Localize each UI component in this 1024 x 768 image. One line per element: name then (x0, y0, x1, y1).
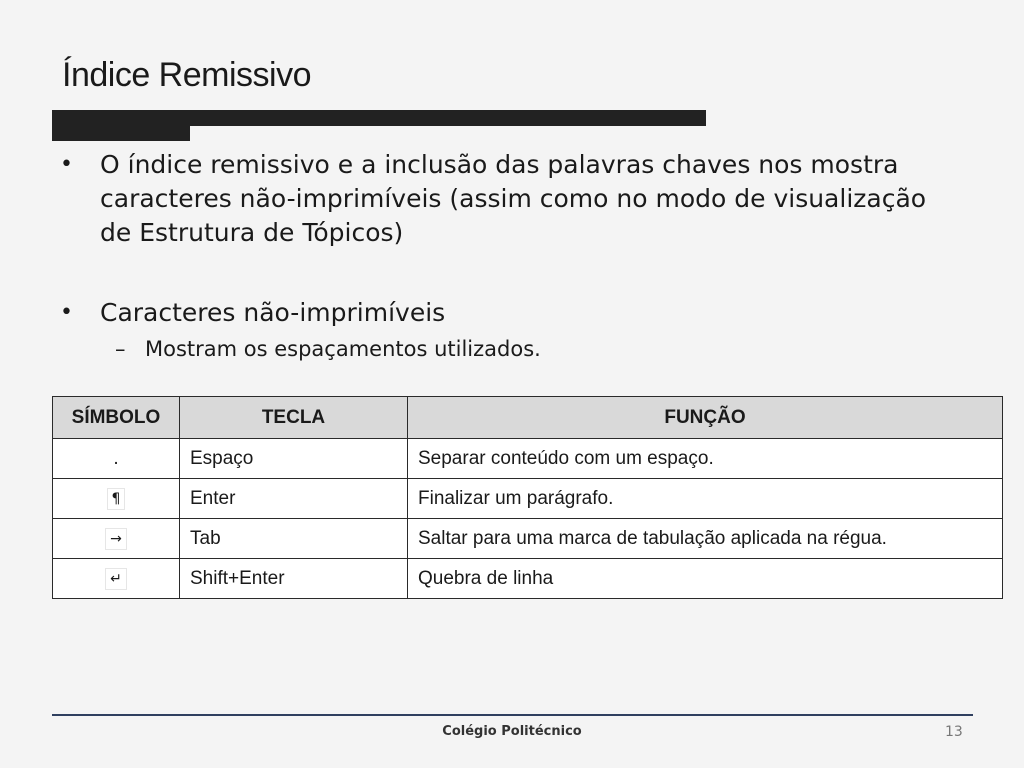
function-cell: Saltar para uma marca de tabulação aplicada na régua. (408, 519, 1003, 559)
table-row (53, 439, 1003, 479)
table-row (53, 479, 1003, 519)
bullet-marker: • (60, 300, 73, 325)
slide-content (60, 148, 960, 364)
function-cell: Quebra de linha (408, 559, 1003, 599)
bullet-text: O índice remissivo e a inclusão das palavras chaves nos mostra caracteres não-imprimíveis (assim como no modo de visualização de Estrutura de Tópicos) (100, 150, 927, 247)
column-header-function: FUNÇÃO (408, 397, 1003, 439)
symbol-cell (53, 479, 180, 519)
symbol-cell (53, 439, 180, 479)
line-break-icon: ↵ (105, 568, 127, 590)
bullet-item (60, 296, 960, 330)
slide-title: Índice Remissivo (62, 56, 311, 94)
pilcrow-icon: ¶ (107, 488, 126, 510)
table-row (53, 519, 1003, 559)
column-header-symbol: SÍMBOLO (53, 397, 180, 439)
footer-school-name: Colégio Politécnico (442, 724, 582, 739)
symbols-table (52, 396, 1003, 599)
bullet-marker: • (60, 152, 73, 177)
table-header-row (53, 397, 1003, 439)
sub-bullet-item (115, 334, 960, 364)
bullet-text: Caracteres não-imprimíveis (100, 298, 446, 327)
key-cell: Tab (180, 519, 408, 559)
symbol-cell (53, 559, 180, 599)
sub-bullet-marker: – (115, 337, 126, 361)
sub-bullet-text: Mostram os espaçamentos utilizados. (145, 337, 541, 361)
tab-arrow-icon: → (105, 528, 127, 550)
space-mark-icon: . (113, 447, 119, 469)
table-row (53, 559, 1003, 599)
key-cell: Espaço (180, 439, 408, 479)
function-cell: Finalizar um parágrafo. (408, 479, 1003, 519)
key-cell: Enter (180, 479, 408, 519)
column-header-key: TECLA (180, 397, 408, 439)
title-accent-block (52, 110, 190, 141)
symbol-cell (53, 519, 180, 559)
page-number: 13 (945, 724, 963, 740)
bullet-item (60, 148, 960, 250)
key-cell: Shift+Enter (180, 559, 408, 599)
function-cell: Separar conteúdo com um espaço. (408, 439, 1003, 479)
footer-divider (52, 714, 973, 716)
